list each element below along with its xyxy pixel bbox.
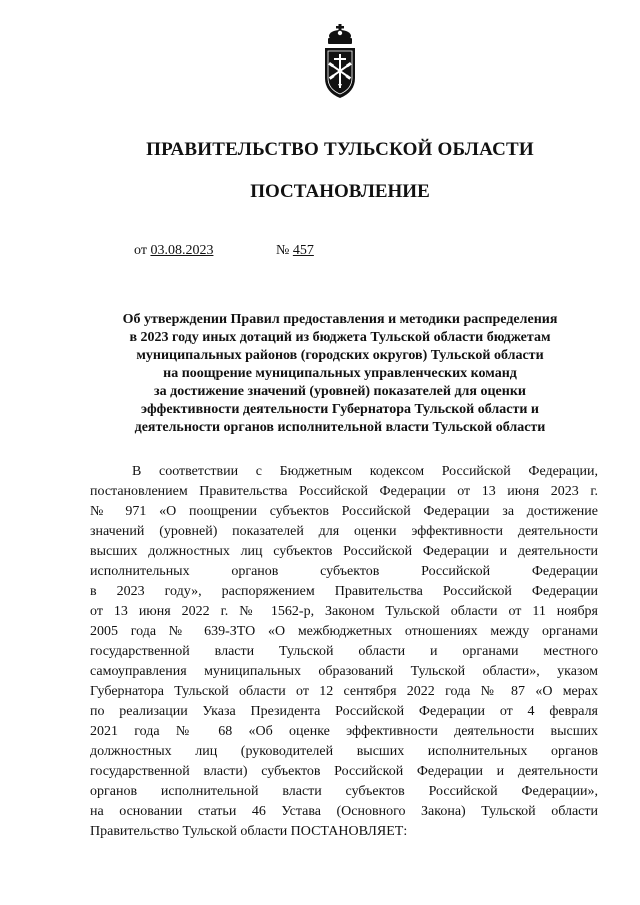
- number-value: 457: [292, 243, 314, 258]
- title-line: в 2023 году иных дотаций из бюджета Тульской области бюджетам: [129, 330, 551, 345]
- body-line: самоуправления муниципальных образований Тульской области», указом: [90, 664, 598, 679]
- tula-coat-of-arms-emblem: [319, 22, 361, 100]
- document-date: [134, 243, 213, 259]
- body-line: должностных лиц (руководителей высших исполнительных органов: [90, 744, 598, 759]
- body-line: государственной власти) субъектов Российской Федерации и деятельности: [90, 764, 598, 779]
- body-line: 2021 года № 68 «Об оценке эффективности деятельности высших: [90, 724, 598, 739]
- title-line: на поощрение муниципальных управленческих команд: [163, 366, 517, 381]
- body-line: Губернатора Тульской области от 12 сентября 2022 года № 87 «О мерах: [90, 684, 598, 699]
- document-title: [90, 311, 590, 437]
- document-number: [276, 243, 314, 259]
- body-line: государственной власти Тульской области и органами местного: [90, 644, 598, 659]
- title-line: Об утверждении Правил предоставления и методики распределения: [122, 312, 558, 327]
- crown-icon: [328, 24, 352, 44]
- body-line: 2005 года № 639-ЗТО «О межбюджетных отношениях между органами: [90, 624, 598, 639]
- date-value: 03.08.2023: [150, 243, 214, 258]
- body-line: от 13 июня 2022 г. № 1562-р, Законом Тульской области от 11 ноября: [90, 604, 598, 619]
- body-line: исполнительных органов субъектов Российской Федерации: [90, 564, 598, 579]
- body-line: Правительство Тульской области ПОСТАНОВЛЯЕТ:: [90, 824, 408, 839]
- title-line: эффективности деятельности Губернатора Тульской области и: [141, 402, 539, 417]
- body-line: на основании статьи 46 Устава (Основного Закона) Тульской области: [90, 804, 598, 819]
- title-line: за достижение значений (уровней) показателей для оценки: [154, 384, 526, 399]
- body-line: значений (уровней) показателей для оценки эффективности деятельности: [90, 524, 598, 539]
- body-line: постановлением Правительства Российской Федерации от 13 июня 2023 г.: [90, 484, 598, 499]
- document-body: [90, 462, 598, 842]
- number-prefix: №: [276, 243, 290, 258]
- date-prefix: от: [134, 243, 147, 258]
- body-line: высших должностных лиц субъектов Российской Федерации и деятельности: [90, 544, 598, 559]
- body-line: В соответствии с Бюджетным кодексом Российской Федерации,: [132, 464, 598, 479]
- body-line: № 971 «О поощрении субъектов Российской Федерации за достижение: [90, 504, 598, 519]
- body-line: по реализации Указа Президента Российской Федерации от 4 февраля: [90, 704, 598, 719]
- body-line: в 2023 году», распоряжением Правительства Российской Федерации: [90, 584, 598, 599]
- document-type: ПОСТАНОВЛЕНИЕ: [250, 181, 430, 202]
- title-line: деятельности органов исполнительной власти Тульской области: [134, 420, 546, 435]
- title-line: муниципальных районов (городских округов) Тульской области: [136, 348, 544, 363]
- body-line: органов исполнительной власти субъектов Российской Федерации»,: [90, 784, 598, 799]
- government-name: ПРАВИТЕЛЬСТВО ТУЛЬСКОЙ ОБЛАСТИ: [146, 139, 534, 160]
